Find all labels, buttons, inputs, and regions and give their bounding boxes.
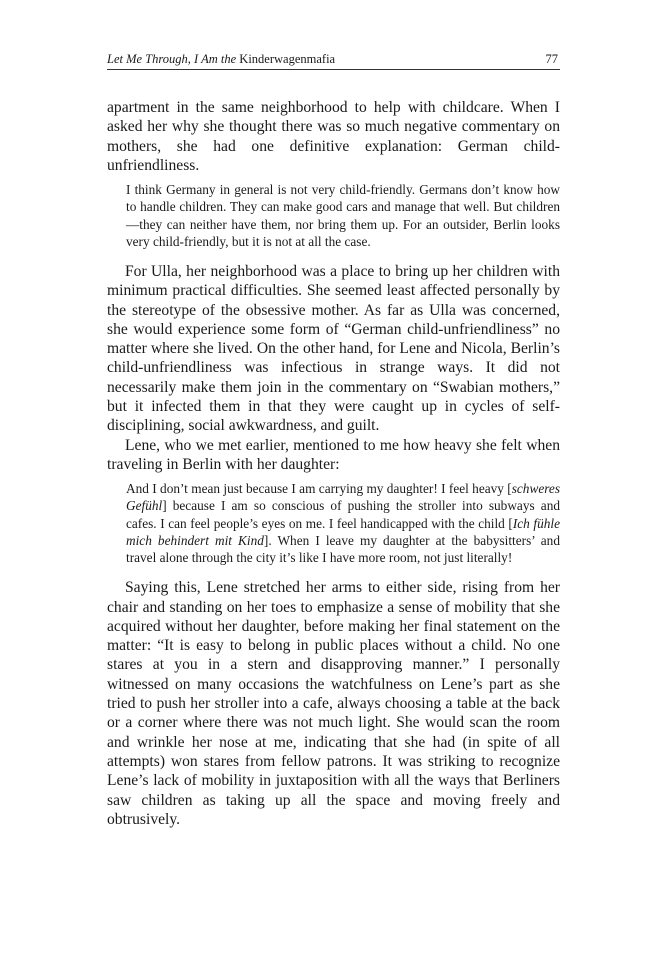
- running-head-title-italic: Let Me Through, I Am the: [107, 52, 240, 66]
- page-number: 77: [545, 52, 558, 66]
- block-quote-1: [126, 181, 560, 250]
- quote-2-part-c: ] because I am so conscious of pushing the stroller into subways and cafes. I can feel people’s eyes on me. I feel handicapped with the child [: [126, 498, 560, 531]
- running-head-title: [107, 52, 335, 67]
- block-quote-2: [126, 480, 560, 566]
- quote-2-german-term-2: Ich fühle mich behindert mit Kind: [126, 515, 560, 548]
- paragraph-2: For Ulla, her neighborhood was a place to bring up her children with minimum practical difficulties. She seemed least affected personally by the stereotype of the obsessive mother. As far as Ulla was concerned, she would experience some form of “German child-unfriendliness” no matter where she lived. On the other hand, for Lene and Nicola, Berlin’s child-unfriendliness was infectious in strange ways. It did not necessarily make them join in the commentary on “Swabian mothers,” but it infected them in that they were caught up in cycles of self-disciplining, social awkwardness, and guilt.: [107, 263, 560, 435]
- running-head-title-plain: Kinderwagenmafia: [239, 52, 336, 66]
- paragraph-4: Saying this, Lene stretched her arms to either side, rising from her chair and standing on her toes to emphasize a sense of mobility that she acquired without her daughter, before making her final statement on the matter: “It is easy to belong in public places without a child. No one stares at you in a stern and disapproving manner.” I personally witnessed on many occasions the watchfulness on Lene’s part as she tried to push her stroller into a cafe, always choosing a table at the back or a corner where there was not much light. She would scan the room and wrinkle her nose at me, indicating that she had (in spite of all attempts) won stares from fellow patrons. It was striking to recognize Lene’s lack of mobility in juxtaposition with all the ways that Berliners saw children as taking up all the space and moving freely and obtrusively.: [107, 579, 560, 828]
- paragraph-3: Lene, who we met earlier, mentioned to me how heavy she felt when traveling in Berlin with her daughter:: [107, 436, 560, 473]
- paragraph-1: apartment in the same neighborhood to help with childcare. When I asked her why she thought there was so much negative commentary on mothers, she had one definitive explanation: German child-unfriendliness.: [107, 99, 560, 174]
- quote-2-german-term-1: schweres Gefühl: [126, 481, 560, 514]
- running-head: [107, 52, 560, 70]
- quote-2-part-e: ]. When I leave my daughter at the babysitters’ and travel alone through the city it’s like I have more room, not just literally!: [126, 532, 560, 566]
- block-quote-1-text: I think Germany in general is not very child-friendly. Germans don’t know how to handle children. They can make good cars and manage that well. But children—they can neither have them, nor bring them up. For an outsider, Berlin looks very child-friendly, but it is not at all the case.: [126, 182, 560, 249]
- block-quote-2-text: [126, 480, 560, 566]
- quote-2-part-a: And I don’t mean just because I am carrying my daughter! I feel heavy [: [126, 481, 512, 497]
- page-body: [107, 98, 560, 829]
